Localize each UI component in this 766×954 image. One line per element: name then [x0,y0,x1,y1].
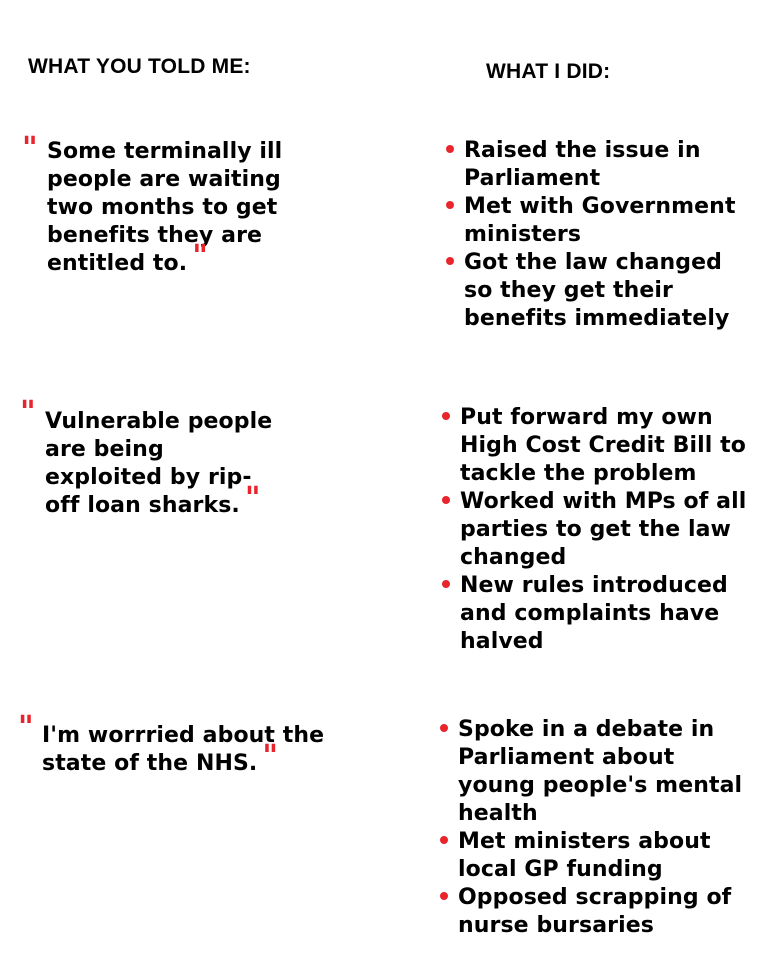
action-item: Put forward my own High Cost Credit Bill to tackle the problem [441,404,761,488]
actions-list-1 [445,137,755,333]
action-item: Spoke in a debate in Parliament about young people's mental health [439,716,759,828]
heading-what-you-told-me: WHAT YOU TOLD ME: [28,55,251,78]
actions-list-3 [439,716,759,940]
close-quote-icon: " [262,739,279,774]
heading-what-i-did: WHAT I DID: [486,60,611,83]
action-item: New rules introduced and complaints have halved [441,572,761,656]
open-quote-icon: " [20,395,36,430]
quote-text: Vulnerable people are being exploited by rip-off loan sharks. [45,409,273,518]
close-quote-icon: " [244,481,261,516]
constituent-quote-2 [45,408,285,520]
action-item: Met with Government ministers [445,193,755,249]
constituent-quote-3 [42,722,342,778]
actions-list-2 [441,404,761,656]
open-quote-icon: " [18,710,34,745]
constituent-quote-1 [47,138,287,278]
action-item: Opposed scrapping of nurse bursaries [439,884,759,940]
action-item: Got the law changed so they get their benefits immediately [445,249,755,333]
action-item: Met ministers about local GP funding [439,828,759,884]
close-quote-icon: " [192,239,208,274]
open-quote-icon: " [22,131,38,166]
quote-text: I'm worrried about the state of the NHS. [42,723,325,776]
action-item: Raised the issue in Parliament [445,137,755,193]
quote-text: Some terminally ill people are waiting two months to get benefits they are entitled to. [47,139,283,276]
action-item: Worked with MPs of all parties to get the law changed [441,488,761,572]
